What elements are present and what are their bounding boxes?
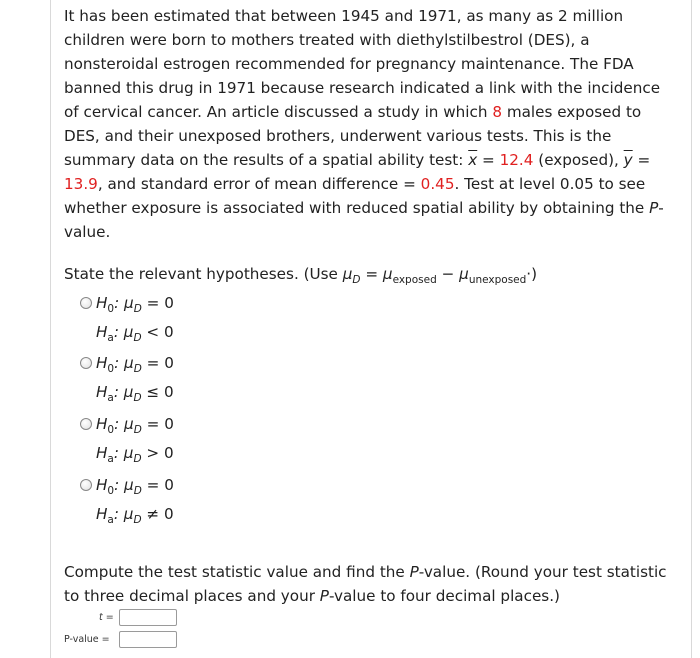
value: = 0 bbox=[141, 476, 174, 494]
subscript-exposed: exposed bbox=[392, 274, 437, 287]
alternative-hypothesis bbox=[96, 442, 174, 470]
minus: − bbox=[436, 265, 460, 283]
sample-size: 8 bbox=[492, 103, 502, 121]
prompt-text: ·) bbox=[526, 265, 538, 283]
compute-instructions bbox=[64, 560, 679, 608]
x-bar-symbol: $\overline{x}$ bbox=[468, 151, 478, 169]
null-hypothesis bbox=[96, 474, 174, 502]
equals: = bbox=[632, 151, 651, 169]
h-symbol: H bbox=[96, 294, 108, 312]
problem-text: -value. bbox=[64, 199, 664, 241]
subscript: a bbox=[107, 392, 114, 405]
relation: : μ bbox=[114, 294, 134, 312]
radio-button[interactable] bbox=[80, 479, 92, 491]
h-symbol: H bbox=[96, 476, 108, 494]
null-hypothesis bbox=[96, 413, 174, 441]
t-statistic-input[interactable] bbox=[119, 609, 177, 626]
subscript-d: D bbox=[133, 485, 142, 498]
subscript: 0 bbox=[107, 485, 115, 498]
relation: : μ bbox=[113, 323, 134, 341]
value: < 0 bbox=[141, 323, 174, 341]
alternative-hypothesis bbox=[96, 381, 174, 409]
problem-text: (exposed), bbox=[533, 151, 624, 169]
hypotheses-prompt bbox=[64, 262, 537, 292]
relation: : μ bbox=[113, 505, 134, 523]
p-symbol: P bbox=[649, 199, 659, 217]
subscript-d: D bbox=[133, 392, 142, 405]
h-symbol: H bbox=[96, 415, 108, 433]
subscript-d: D bbox=[133, 424, 142, 437]
prompt-text: State the relevant hypotheses. (Use bbox=[64, 265, 343, 283]
problem-text: males exposed to DES, and their unexposed brothers, underwent various tests. This is the summary data on the results of a spatial ability test: bbox=[64, 103, 642, 169]
compute-text: -value to four decimal places.) bbox=[328, 587, 560, 605]
p-value-label: P-value = bbox=[64, 634, 110, 645]
value: = 0 bbox=[141, 415, 174, 433]
mu-symbol: μ bbox=[382, 265, 393, 283]
equals: = bbox=[360, 265, 383, 283]
p-symbol: P bbox=[319, 587, 329, 605]
radio-button[interactable] bbox=[80, 297, 92, 309]
subscript-d: D bbox=[133, 453, 142, 466]
radio-button[interactable] bbox=[80, 357, 92, 369]
relation: : μ bbox=[114, 476, 134, 494]
alternative-hypothesis bbox=[96, 321, 174, 349]
y-bar-symbol: $\overline{y}$ bbox=[623, 151, 633, 169]
equals: = bbox=[477, 151, 500, 169]
null-hypothesis bbox=[96, 292, 174, 320]
h-symbol: H bbox=[96, 505, 108, 523]
mu-symbol: μ bbox=[342, 265, 353, 283]
p-symbol: P bbox=[409, 563, 419, 581]
subscript-unexposed: unexposed bbox=[468, 274, 527, 287]
problem-statement bbox=[64, 4, 679, 244]
subscript: a bbox=[107, 514, 114, 527]
h-symbol: H bbox=[96, 354, 108, 372]
value: = 0 bbox=[141, 354, 174, 372]
value: = 0 bbox=[141, 294, 174, 312]
subscript: 0 bbox=[107, 363, 115, 376]
problem-text: , and standard error of mean difference = bbox=[97, 175, 421, 193]
value: ≠ 0 bbox=[141, 505, 174, 523]
x-bar-value: 12.4 bbox=[499, 151, 534, 169]
problem-text: . Test at level 0.05 to see whether exposure is associated with reduced spatial ability by obtaining the bbox=[64, 175, 650, 217]
compute-text: Compute the test statistic value and find the bbox=[64, 563, 410, 581]
null-hypothesis bbox=[96, 352, 174, 380]
standard-error-value: 0.45 bbox=[420, 175, 455, 193]
subscript-d: D bbox=[133, 303, 142, 316]
value: ≤ 0 bbox=[141, 383, 174, 401]
subscript-d: D bbox=[133, 514, 142, 527]
subscript-d: D bbox=[133, 363, 142, 376]
relation: : μ bbox=[114, 415, 134, 433]
radio-button[interactable] bbox=[80, 418, 92, 430]
problem-text: It has been estimated that between 1945 and 1971, as many as 2 million children were born to mothers treated with diethylstilbestrol (DES), a nonsteroidal estrogen recommended for pregnancy maintenance. The FDA banned this drug in 1971 because research indicated a link with the incidence of cervical cancer. An article discussed a study in which bbox=[64, 7, 661, 121]
relation: : μ bbox=[113, 383, 134, 401]
h-symbol: H bbox=[96, 323, 108, 341]
compute-text: -value. (Round your test statistic to three decimal places and your bbox=[64, 563, 667, 605]
subscript-d: D bbox=[133, 332, 142, 345]
relation: : μ bbox=[113, 444, 134, 462]
mu-symbol: μ bbox=[459, 265, 469, 283]
alternative-hypothesis bbox=[96, 503, 174, 531]
relation: : μ bbox=[114, 354, 134, 372]
subscript: 0 bbox=[107, 424, 115, 437]
subscript-d: D bbox=[352, 274, 361, 287]
h-symbol: H bbox=[96, 444, 108, 462]
t-label: t = bbox=[99, 612, 114, 623]
y-bar-value: 13.9 bbox=[64, 175, 98, 193]
subscript: 0 bbox=[107, 303, 115, 316]
h-symbol: H bbox=[96, 383, 108, 401]
subscript: a bbox=[107, 332, 114, 345]
value: > 0 bbox=[141, 444, 174, 462]
subscript: a bbox=[107, 453, 114, 466]
p-value-input[interactable] bbox=[119, 631, 177, 648]
